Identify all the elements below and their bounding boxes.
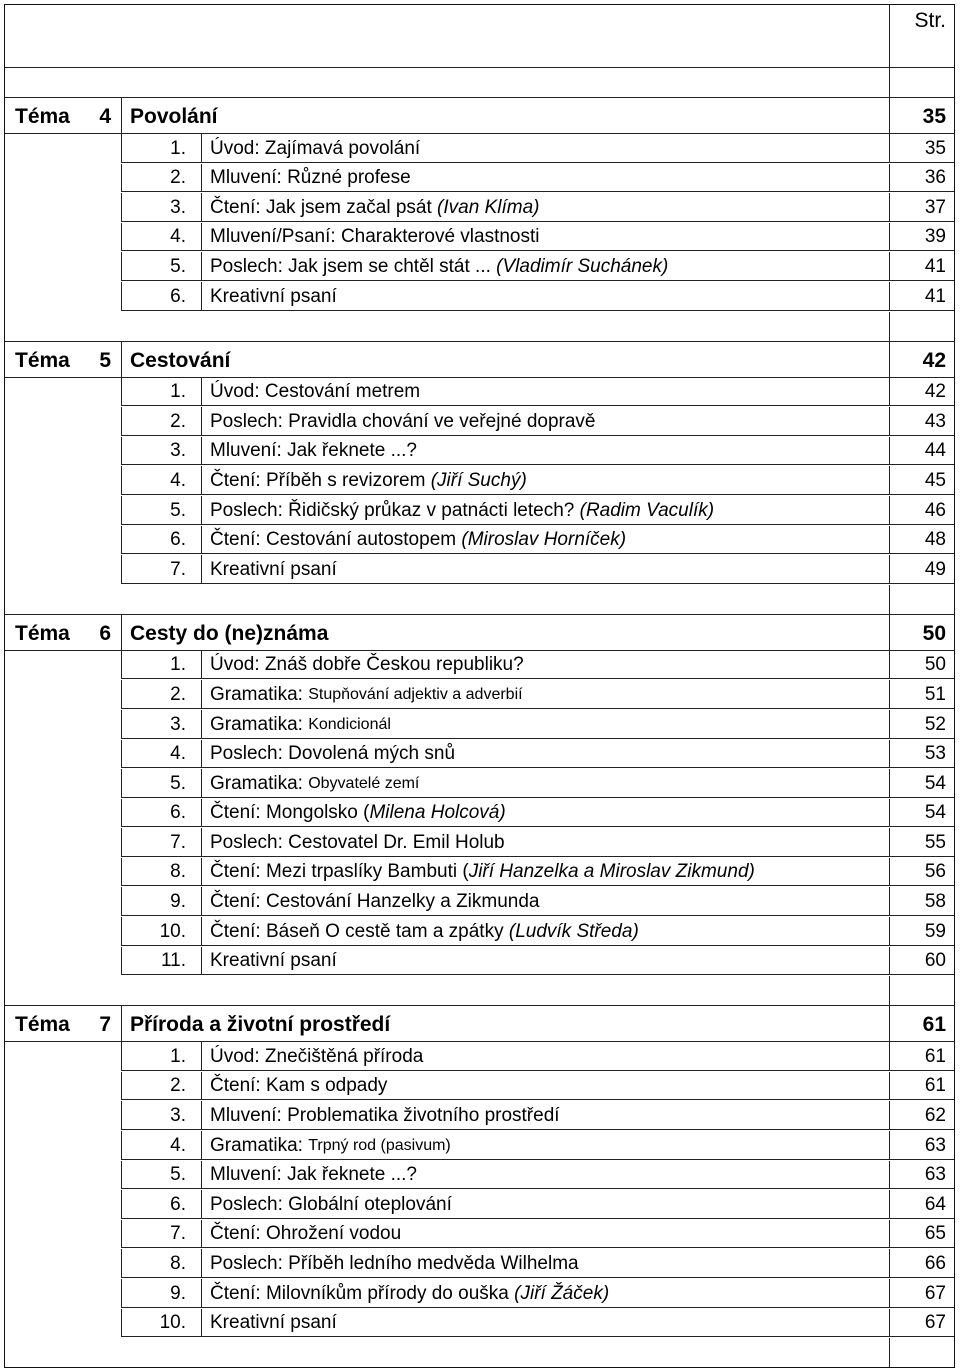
entry-label-small: Kondicionál: [308, 715, 391, 733]
entry-indent-cell: [5, 496, 122, 525]
entry-title: [202, 1161, 889, 1190]
entry-number: 1.: [122, 651, 202, 680]
entry-title: [202, 1249, 889, 1278]
entry-label: Poslech: Řidičský průkaz v patnácti letech?: [210, 499, 580, 521]
entry-title: [202, 1042, 889, 1071]
topic-word: Téma: [15, 105, 70, 128]
entry-number: 2.: [122, 164, 202, 193]
entry-indent-cell: [5, 710, 122, 739]
toc-entry-row: [4, 740, 955, 770]
entry-title: [202, 799, 889, 828]
entry-label: Čtení: Cestování autostopem: [210, 529, 462, 551]
entry-page: 35: [889, 134, 954, 163]
entry-label: Mluvení: Problematika životního prostředí: [210, 1105, 560, 1127]
entry-page: 67: [889, 1309, 954, 1338]
entry-title: [202, 496, 889, 525]
toc-entry-row: [4, 680, 955, 710]
entry-indent-cell: [5, 134, 122, 163]
entry-label: Kreativní psaní: [210, 1312, 337, 1334]
topic-word: Téma: [15, 1013, 70, 1037]
topic-page: 50: [889, 615, 954, 650]
entry-title: [202, 917, 889, 946]
entry-page: 46: [889, 496, 954, 525]
entry-indent-cell: [5, 1042, 122, 1071]
entry-page: 58: [889, 887, 954, 916]
entry-title: [202, 555, 889, 584]
spacer-page-cell: [889, 312, 954, 341]
spacer-row: [4, 1338, 955, 1368]
entry-title: [202, 947, 889, 976]
entry-label: Úvod: Znečištěná příroda: [210, 1045, 424, 1067]
entry-number: 1.: [122, 378, 202, 407]
page-column-header: Str.: [889, 5, 954, 68]
entry-label-small: Stupňování adjektiv a adverbií: [308, 685, 523, 703]
entry-label: Čtení: Kam s odpady: [210, 1075, 388, 1097]
topic-heading-row: [4, 98, 955, 134]
entry-author: (Ludvík Středa): [508, 920, 639, 942]
spacer-page-cell: [889, 1338, 954, 1367]
entry-indent-cell: [5, 1220, 122, 1249]
entry-page: 61: [889, 1042, 954, 1071]
toc-entry-row: [4, 1309, 955, 1339]
entry-number: 7.: [122, 828, 202, 857]
entry-title: [202, 1131, 889, 1160]
entry-page: 54: [889, 769, 954, 798]
entry-indent-cell: [5, 1190, 122, 1219]
topic-number: 7: [99, 1013, 111, 1037]
entry-number: 3.: [122, 1101, 202, 1130]
entry-page: 66: [889, 1249, 954, 1278]
entry-page: 56: [889, 858, 954, 887]
toc-entry-row: [4, 437, 955, 467]
entry-number: 7.: [122, 1220, 202, 1249]
entry-indent-cell: [5, 680, 122, 709]
entry-page: 44: [889, 437, 954, 466]
spacer-page-cell: [889, 585, 954, 614]
topic-word: Téma: [15, 348, 70, 372]
entry-title: [202, 680, 889, 709]
entry-number: 6.: [122, 1190, 202, 1219]
entry-number: 4.: [122, 1131, 202, 1160]
entry-page: 52: [889, 710, 954, 739]
entry-title: [202, 1309, 889, 1338]
entry-indent-cell: [5, 858, 122, 887]
topic-heading-row: [4, 615, 955, 651]
header-blank: [5, 5, 889, 68]
topic-title: Příroda a životní prostředí: [130, 1013, 391, 1037]
entry-page: 53: [889, 740, 954, 769]
entry-indent-cell: [5, 1279, 122, 1308]
table-of-contents: [4, 4, 955, 1368]
entry-label: Čtení: Ohrožení vodou: [210, 1223, 402, 1245]
entry-title: [202, 887, 889, 916]
toc-entry-row: [4, 466, 955, 496]
entry-number: 6.: [122, 526, 202, 555]
entry-indent-cell: [5, 1101, 122, 1130]
entry-label: Čtení: Příběh s revizorem: [210, 469, 431, 491]
toc-entry-row: [4, 1101, 955, 1131]
entry-number: 4.: [122, 223, 202, 252]
toc-entry-row: [4, 887, 955, 917]
entry-indent-cell: [5, 947, 122, 976]
toc-entry-row: [4, 1220, 955, 1250]
entry-page: 51: [889, 680, 954, 709]
entry-indent-cell: [5, 828, 122, 857]
entry-title: [202, 164, 889, 193]
entry-author: (Radim Vaculík): [579, 499, 715, 521]
entry-page: 64: [889, 1190, 954, 1219]
entry-number: 9.: [122, 1279, 202, 1308]
entry-label: Gramatika:: [210, 1134, 309, 1156]
entry-indent-cell: [5, 466, 122, 495]
spacer-cell: [5, 976, 889, 1005]
topic-heading-row: [4, 1006, 955, 1042]
toc-entry-row: [4, 378, 955, 408]
topic-label: [5, 615, 122, 650]
entry-indent-cell: [5, 164, 122, 193]
entry-title: [202, 710, 889, 739]
entry-label: Kreativní psaní: [210, 558, 337, 580]
entry-number: 7.: [122, 555, 202, 584]
entry-label: Gramatika:: [210, 772, 309, 794]
entry-label: Kreativní psaní: [210, 285, 337, 307]
entry-page: 41: [889, 252, 954, 281]
entry-page: 45: [889, 466, 954, 495]
toc-entry-row: [4, 407, 955, 437]
entry-number: 9.: [122, 887, 202, 916]
entry-number: 10.: [122, 1309, 202, 1338]
entry-indent-cell: [5, 437, 122, 466]
entry-indent-cell: [5, 526, 122, 555]
entry-page: 67: [889, 1279, 954, 1308]
entry-number: 2.: [122, 407, 202, 436]
toc-entry-row: [4, 223, 955, 253]
entry-number: 1.: [122, 134, 202, 163]
toc-entry-row: [4, 710, 955, 740]
topic-label: [5, 342, 122, 377]
spacer-cell: [5, 68, 889, 97]
spacer-row: [4, 68, 955, 98]
toc-entry-row: [4, 1279, 955, 1309]
entry-indent-cell: [5, 282, 122, 311]
toc-entry-row: [4, 1249, 955, 1279]
entry-label: Gramatika:: [210, 713, 309, 735]
entry-title: [202, 1072, 889, 1101]
entry-page: 49: [889, 555, 954, 584]
entry-indent-cell: [5, 223, 122, 252]
entry-indent-cell: [5, 555, 122, 584]
entry-indent-cell: [5, 193, 122, 222]
entry-title: [202, 740, 889, 769]
topic-heading-row: [4, 342, 955, 378]
entry-label: Čtení: Cestování Hanzelky a Zikmunda: [210, 891, 540, 913]
entry-number: 3.: [122, 437, 202, 466]
entry-indent-cell: [5, 1161, 122, 1190]
topic-title: Povolání: [130, 105, 218, 128]
entry-page: 54: [889, 799, 954, 828]
entry-page: 65: [889, 1220, 954, 1249]
entry-number: 5.: [122, 496, 202, 525]
entry-title: [202, 1101, 889, 1130]
entry-label: Úvod: Cestování metrem: [210, 381, 421, 403]
entry-number: 2.: [122, 1072, 202, 1101]
toc-entry-row: [4, 828, 955, 858]
entry-title: [202, 407, 889, 436]
entry-label: Čtení: Milovníkům přírody do ouška: [210, 1282, 515, 1304]
topic-label: [5, 1006, 122, 1041]
entry-indent-cell: [5, 917, 122, 946]
entry-label: Mluvení: Různé profese: [210, 167, 411, 189]
entry-title: [202, 1279, 889, 1308]
entry-label: Mluvení: Jak řeknete ...?: [210, 440, 417, 462]
entry-page: 39: [889, 223, 954, 252]
entry-label: Úvod: Zajímavá povolání: [210, 137, 421, 159]
spacer-row: [4, 312, 955, 342]
toc-entry-row: [4, 858, 955, 888]
entry-label: Čtení: Báseň O cestě tam a zpátky: [210, 920, 509, 942]
entry-page: 36: [889, 164, 954, 193]
entry-number: 1.: [122, 1042, 202, 1071]
spacer-page-cell: [889, 68, 954, 97]
toc-entry-row: [4, 252, 955, 282]
entry-indent-cell: [5, 378, 122, 407]
toc-entry-row: [4, 555, 955, 585]
entry-page: 43: [889, 407, 954, 436]
toc-entry-row: [4, 799, 955, 829]
entry-title: [202, 437, 889, 466]
entry-title: [202, 651, 889, 680]
entry-indent-cell: [5, 407, 122, 436]
entry-label-small: Trpný rod (pasivum): [308, 1136, 451, 1154]
entry-number: 5.: [122, 1161, 202, 1190]
entry-label: Mluvení: Jak řeknete ...?: [210, 1164, 417, 1186]
entry-page: 61: [889, 1072, 954, 1101]
entry-number: 11.: [122, 947, 202, 976]
entry-label-small: Obyvatelé zemí: [308, 774, 420, 792]
toc-entry-row: [4, 1042, 955, 1072]
entry-indent-cell: [5, 1249, 122, 1278]
entry-label: Poslech: Jak jsem se chtěl stát ...: [210, 255, 497, 277]
entry-author: (Vladimír Suchánek): [496, 255, 669, 277]
entry-number: 4.: [122, 740, 202, 769]
entry-indent-cell: [5, 1309, 122, 1338]
entry-title: [202, 466, 889, 495]
toc-entry-row: [4, 496, 955, 526]
entry-label: Poslech: Globální oteplování: [210, 1193, 452, 1215]
entry-page: 63: [889, 1131, 954, 1160]
entry-page: 50: [889, 651, 954, 680]
topic-label: [5, 98, 122, 133]
entry-title: [202, 1190, 889, 1219]
entry-number: 5.: [122, 769, 202, 798]
entry-page: 42: [889, 378, 954, 407]
toc-entry-row: [4, 193, 955, 223]
entry-title: [202, 769, 889, 798]
entry-title: [202, 378, 889, 407]
entry-label: Úvod: Znáš dobře Českou republiku?: [210, 654, 524, 676]
entry-label: Čtení: Jak jsem začal psát: [210, 196, 438, 218]
entry-label: Čtení: Mezi trpaslíky Bambuti (: [210, 861, 469, 883]
entry-title: [202, 282, 889, 311]
entry-label: Poslech: Pravidla chování ve veřejné dopravě: [210, 410, 596, 432]
entry-title: [202, 858, 889, 887]
entry-indent-cell: [5, 769, 122, 798]
entry-page: 37: [889, 193, 954, 222]
toc-entry-row: [4, 134, 955, 164]
topic-word: Téma: [15, 621, 70, 645]
spacer-cell: [5, 1338, 889, 1367]
entry-number: 3.: [122, 193, 202, 222]
toc-entry-row: [4, 947, 955, 977]
entry-indent-cell: [5, 887, 122, 916]
entry-author: (Jiří Žáček): [514, 1282, 610, 1304]
toc-entry-row: [4, 164, 955, 194]
entry-indent-cell: [5, 740, 122, 769]
spacer-row: [4, 585, 955, 615]
entry-indent-cell: [5, 1131, 122, 1160]
toc-entry-row: [4, 526, 955, 556]
entry-author: Jiří Hanzelka a Miroslav Zikmund): [468, 861, 755, 883]
spacer-row: [4, 976, 955, 1006]
entry-indent-cell: [5, 1072, 122, 1101]
toc-entry-row: [4, 1190, 955, 1220]
spacer-cell: [5, 585, 889, 614]
topic-title: Cesty do (ne)známa: [130, 621, 329, 645]
topic-page: 61: [889, 1006, 954, 1041]
entry-title: [202, 223, 889, 252]
entry-indent-cell: [5, 799, 122, 828]
topic-number: 6: [99, 621, 111, 645]
toc-entry-row: [4, 917, 955, 947]
toc-entry-row: [4, 1161, 955, 1191]
entry-author: (Ivan Klíma): [437, 196, 540, 218]
entry-page: 63: [889, 1161, 954, 1190]
entry-label: Kreativní psaní: [210, 950, 337, 972]
topic-title: Cestování: [130, 348, 231, 372]
entry-author: (Miroslav Horníček): [461, 529, 627, 551]
entry-number: 5.: [122, 252, 202, 281]
entry-author: (Jiří Suchý): [430, 469, 527, 491]
toc-entry-row: [4, 769, 955, 799]
entry-label: Gramatika:: [210, 683, 309, 705]
toc-entry-row: [4, 651, 955, 681]
topic-page: 35: [889, 98, 954, 133]
entry-page: 60: [889, 947, 954, 976]
topic-page: 42: [889, 342, 954, 377]
entry-number: 2.: [122, 680, 202, 709]
entry-label: Poslech: Příběh ledního medvěda Wilhelma: [210, 1253, 579, 1274]
entry-number: 10.: [122, 917, 202, 946]
entry-number: 3.: [122, 710, 202, 739]
entry-author: Milena Holcová): [369, 802, 506, 824]
entry-title: [202, 193, 889, 222]
entry-title: [202, 252, 889, 281]
entry-label: Poslech: Dovolená mých snů: [210, 743, 456, 765]
entry-label: Mluvení/Psaní: Charakterové vlastnosti: [210, 226, 540, 248]
entry-page: 62: [889, 1101, 954, 1130]
entry-number: 6.: [122, 282, 202, 311]
toc-header-row: [4, 4, 955, 68]
spacer-cell: [5, 312, 889, 341]
entry-number: 6.: [122, 799, 202, 828]
toc-entry-row: [4, 1131, 955, 1161]
entry-page: 55: [889, 828, 954, 857]
entry-page: 59: [889, 917, 954, 946]
entry-page: 48: [889, 526, 954, 555]
entry-number: 4.: [122, 466, 202, 495]
entry-page: 41: [889, 282, 954, 311]
spacer-page-cell: [889, 976, 954, 1005]
entry-label: Poslech: Cestovatel Dr. Emil Holub: [210, 831, 505, 853]
topic-number: 4: [99, 105, 111, 128]
entry-number: 8.: [122, 1249, 202, 1278]
entry-title: [202, 134, 889, 163]
topic-number: 5: [99, 348, 111, 372]
entry-indent-cell: [5, 651, 122, 680]
toc-entry-row: [4, 282, 955, 312]
entry-number: 8.: [122, 858, 202, 887]
entry-title: [202, 1220, 889, 1249]
entry-indent-cell: [5, 252, 122, 281]
entry-title: [202, 526, 889, 555]
toc-entry-row: [4, 1072, 955, 1102]
entry-title: [202, 828, 889, 857]
entry-label: Čtení: Mongolsko (: [210, 802, 370, 824]
